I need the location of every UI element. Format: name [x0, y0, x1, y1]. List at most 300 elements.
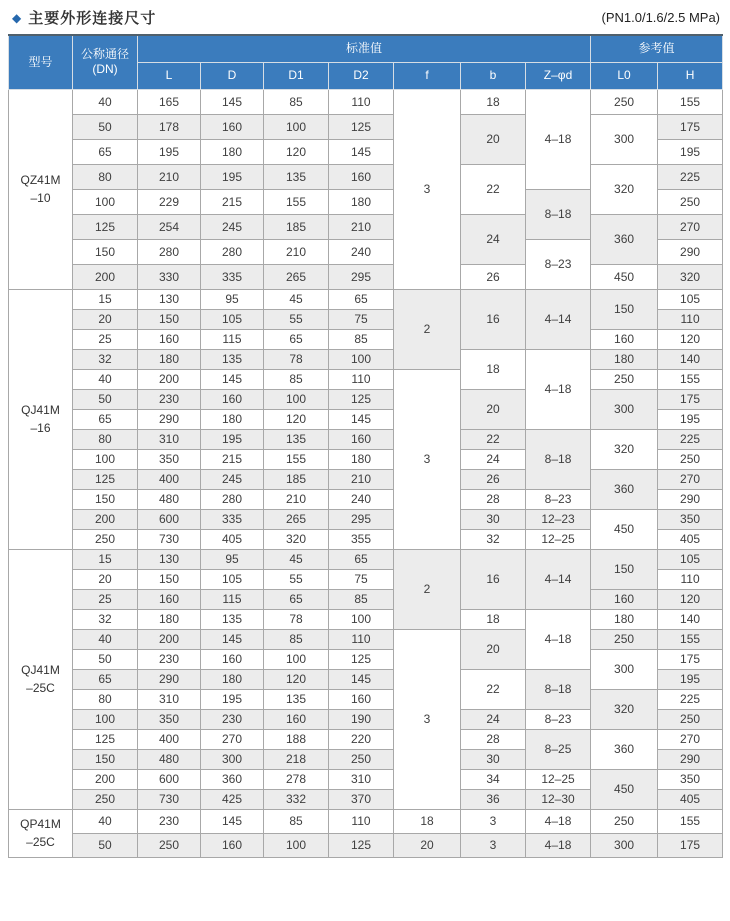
cell-dn: 25: [73, 589, 138, 609]
cell-d: 360: [201, 769, 264, 789]
cell-l: 730: [138, 529, 201, 549]
cell-l0: 250: [591, 89, 658, 114]
cell-d2: 190: [329, 709, 394, 729]
cell-dn: 25: [73, 329, 138, 349]
cell-l: 150: [138, 309, 201, 329]
cell-l: 250: [138, 833, 201, 857]
cell-d1: 120: [264, 669, 329, 689]
cell-z: 4–18: [526, 89, 591, 189]
cell-h: 155: [658, 809, 723, 833]
cell-h: 405: [658, 789, 723, 809]
cell-h: 110: [658, 569, 723, 589]
cell-b: 36: [461, 789, 526, 809]
cell-d: 145: [201, 809, 264, 833]
cell-l0: 360: [591, 729, 658, 769]
cell-h: 195: [658, 139, 723, 164]
cell-d2: 160: [329, 689, 394, 709]
cell-l: 350: [138, 449, 201, 469]
cell-d2: 85: [329, 589, 394, 609]
cell-f: 18: [394, 809, 461, 833]
cell-l: 230: [138, 649, 201, 669]
cell-d2: 180: [329, 189, 394, 214]
cell-b: 26: [461, 469, 526, 489]
cell-b: 24: [461, 709, 526, 729]
cell-d: 405: [201, 529, 264, 549]
title-row: [8, 0, 722, 34]
cell-b: 30: [461, 749, 526, 769]
cell-l: 210: [138, 164, 201, 189]
header-col-d1: D1: [264, 62, 329, 89]
cell-d1: 218: [264, 749, 329, 769]
cell-dn: 200: [73, 509, 138, 529]
cell-h: 225: [658, 164, 723, 189]
table-row: [9, 549, 723, 569]
cell-dn: 15: [73, 549, 138, 569]
cell-d1: 45: [264, 549, 329, 569]
cell-d: 105: [201, 309, 264, 329]
cell-d1: 85: [264, 809, 329, 833]
cell-l0: 300: [591, 114, 658, 164]
cell-b: 20: [461, 629, 526, 669]
table-row: [9, 509, 723, 529]
table-row: [9, 349, 723, 369]
header-col-l0: L0: [591, 62, 658, 89]
cell-f: 20: [394, 833, 461, 857]
table-row: [9, 389, 723, 409]
header-col-f: f: [394, 62, 461, 89]
cell-d: 195: [201, 429, 264, 449]
cell-d: 145: [201, 629, 264, 649]
cell-d2: 370: [329, 789, 394, 809]
header-col-d: D: [201, 62, 264, 89]
cell-d2: 110: [329, 629, 394, 649]
cell-l0: 300: [591, 833, 658, 857]
header-col-d2: D2: [329, 62, 394, 89]
cell-b: 22: [461, 164, 526, 214]
cell-l: 254: [138, 214, 201, 239]
model-label-line2: –10: [30, 191, 51, 205]
table-body: [9, 89, 723, 857]
model-cell: [9, 549, 73, 809]
cell-dn: 65: [73, 669, 138, 689]
table-row: [9, 589, 723, 609]
cell-d1: 210: [264, 239, 329, 264]
cell-l: 230: [138, 389, 201, 409]
cell-l0: 450: [591, 509, 658, 549]
cell-d1: 135: [264, 689, 329, 709]
cell-dn: 150: [73, 239, 138, 264]
cell-b: 20: [461, 389, 526, 429]
cell-b: 32: [461, 529, 526, 549]
cell-d2: 125: [329, 389, 394, 409]
cell-b: 3: [461, 833, 526, 857]
cell-h: 270: [658, 729, 723, 749]
cell-d: 195: [201, 164, 264, 189]
cell-dn: 100: [73, 709, 138, 729]
cell-d: 280: [201, 489, 264, 509]
cell-b: 18: [461, 349, 526, 389]
cell-d2: 240: [329, 239, 394, 264]
cell-dn: 50: [73, 389, 138, 409]
cell-l0: 250: [591, 809, 658, 833]
cell-dn: 80: [73, 164, 138, 189]
table-row: [9, 809, 723, 833]
cell-d2: 160: [329, 429, 394, 449]
cell-dn: 150: [73, 749, 138, 769]
cell-l: 310: [138, 429, 201, 449]
cell-d: 245: [201, 469, 264, 489]
cell-d2: 295: [329, 509, 394, 529]
cell-d2: 125: [329, 114, 394, 139]
cell-d: 425: [201, 789, 264, 809]
cell-d: 180: [201, 409, 264, 429]
header-dn: [73, 35, 138, 89]
table-row: [9, 689, 723, 709]
cell-h: 290: [658, 749, 723, 769]
cell-d1: 55: [264, 569, 329, 589]
cell-d2: 145: [329, 409, 394, 429]
cell-d2: 85: [329, 329, 394, 349]
cell-d2: 110: [329, 809, 394, 833]
cell-h: 225: [658, 689, 723, 709]
cell-d: 115: [201, 589, 264, 609]
cell-f: 2: [394, 289, 461, 369]
cell-h: 195: [658, 669, 723, 689]
cell-dn: 40: [73, 369, 138, 389]
cell-d2: 65: [329, 549, 394, 569]
cell-d: 160: [201, 649, 264, 669]
pressure-rating-note: (PN1.0/1.6/2.5 MPa): [601, 10, 720, 25]
cell-h: 175: [658, 833, 723, 857]
cell-d: 335: [201, 264, 264, 289]
cell-d2: 295: [329, 264, 394, 289]
model-label-line1: QP41M: [20, 817, 61, 831]
cell-d2: 65: [329, 289, 394, 309]
cell-dn: 150: [73, 489, 138, 509]
cell-d: 145: [201, 369, 264, 389]
cell-l0: 180: [591, 349, 658, 369]
cell-d: 160: [201, 833, 264, 857]
header-col-zd: Z–φd: [526, 62, 591, 89]
model-cell: [9, 809, 73, 857]
cell-d1: 65: [264, 329, 329, 349]
cell-l: 180: [138, 349, 201, 369]
cell-z: 12–25: [526, 769, 591, 789]
cell-d2: 210: [329, 469, 394, 489]
cell-h: 120: [658, 589, 723, 609]
model-label-line2: –25C: [26, 681, 55, 695]
cell-d1: 332: [264, 789, 329, 809]
cell-dn: 125: [73, 729, 138, 749]
cell-h: 175: [658, 114, 723, 139]
table-row: [9, 469, 723, 489]
cell-l: 280: [138, 239, 201, 264]
header-model: 型号: [9, 35, 73, 89]
cell-b: 28: [461, 729, 526, 749]
cell-l: 400: [138, 729, 201, 749]
cell-l: 400: [138, 469, 201, 489]
cell-l0: 150: [591, 289, 658, 329]
cell-b: 20: [461, 114, 526, 164]
cell-l: 290: [138, 409, 201, 429]
cell-b: 28: [461, 489, 526, 509]
cell-dn: 200: [73, 264, 138, 289]
cell-b: 26: [461, 264, 526, 289]
cell-d: 270: [201, 729, 264, 749]
cell-b: 34: [461, 769, 526, 789]
cell-d1: 320: [264, 529, 329, 549]
cell-d1: 65: [264, 589, 329, 609]
diamond-bullet-icon: ◆: [12, 10, 22, 25]
cell-dn: 40: [73, 629, 138, 649]
cell-h: 155: [658, 89, 723, 114]
cell-l0: 360: [591, 214, 658, 264]
cell-l: 200: [138, 369, 201, 389]
cell-f: 3: [394, 369, 461, 549]
cell-d1: 135: [264, 164, 329, 189]
header-standard-group: 标准值: [138, 35, 591, 62]
cell-h: 350: [658, 769, 723, 789]
cell-h: 405: [658, 529, 723, 549]
cell-l: 330: [138, 264, 201, 289]
cell-d1: 100: [264, 389, 329, 409]
cell-l0: 250: [591, 369, 658, 389]
header-dn-line1: 公称通径: [80, 47, 129, 62]
cell-h: 155: [658, 369, 723, 389]
model-label-line2: –16: [30, 421, 51, 435]
cell-dn: 80: [73, 689, 138, 709]
cell-d: 135: [201, 609, 264, 629]
cell-z: 8–18: [526, 429, 591, 489]
cell-z: 4–14: [526, 549, 591, 609]
table-row: [9, 289, 723, 309]
cell-d1: 265: [264, 509, 329, 529]
dimensions-table: [8, 34, 723, 858]
cell-dn: 40: [73, 89, 138, 114]
table-header: [9, 35, 723, 89]
cell-d1: 278: [264, 769, 329, 789]
cell-d1: 55: [264, 309, 329, 329]
cell-d: 180: [201, 669, 264, 689]
cell-d: 335: [201, 509, 264, 529]
cell-l: 160: [138, 589, 201, 609]
cell-l: 130: [138, 549, 201, 569]
cell-h: 195: [658, 409, 723, 429]
cell-h: 290: [658, 489, 723, 509]
model-cell: [9, 289, 73, 549]
cell-z: 8–23: [526, 239, 591, 289]
cell-h: 350: [658, 509, 723, 529]
cell-l0: 180: [591, 609, 658, 629]
cell-h: 290: [658, 239, 723, 264]
cell-b: 16: [461, 549, 526, 609]
header-col-h: H: [658, 62, 723, 89]
cell-l: 160: [138, 329, 201, 349]
cell-h: 140: [658, 609, 723, 629]
header-dn-line2: (DN): [92, 62, 118, 77]
model-label-line1: QJ41M: [21, 403, 60, 417]
cell-l0: 320: [591, 429, 658, 469]
cell-dn: 80: [73, 429, 138, 449]
cell-d1: 210: [264, 489, 329, 509]
cell-d2: 180: [329, 449, 394, 469]
model-label-line2: –25C: [26, 835, 55, 849]
cell-d: 245: [201, 214, 264, 239]
cell-l0: 360: [591, 469, 658, 509]
cell-z: 4–18: [526, 609, 591, 669]
cell-l: 165: [138, 89, 201, 114]
cell-d2: 210: [329, 214, 394, 239]
cell-d2: 240: [329, 489, 394, 509]
cell-h: 120: [658, 329, 723, 349]
cell-d2: 145: [329, 669, 394, 689]
cell-h: 270: [658, 469, 723, 489]
cell-d2: 100: [329, 609, 394, 629]
cell-l: 229: [138, 189, 201, 214]
cell-d: 195: [201, 689, 264, 709]
cell-l: 195: [138, 139, 201, 164]
table-row: [9, 114, 723, 139]
cell-d1: 120: [264, 409, 329, 429]
cell-d2: 75: [329, 569, 394, 589]
cell-d1: 100: [264, 649, 329, 669]
cell-z: 4–14: [526, 289, 591, 349]
table-row: [9, 649, 723, 669]
cell-h: 110: [658, 309, 723, 329]
cell-z: 12–25: [526, 529, 591, 549]
cell-d: 160: [201, 389, 264, 409]
cell-dn: 200: [73, 769, 138, 789]
cell-d2: 145: [329, 139, 394, 164]
cell-b: 18: [461, 89, 526, 114]
cell-d1: 188: [264, 729, 329, 749]
cell-dn: 125: [73, 214, 138, 239]
cell-h: 175: [658, 649, 723, 669]
cell-z: 12–23: [526, 509, 591, 529]
cell-d: 105: [201, 569, 264, 589]
header-reference-group: 参考值: [591, 35, 723, 62]
cell-l: 350: [138, 709, 201, 729]
cell-d: 95: [201, 289, 264, 309]
cell-h: 105: [658, 549, 723, 569]
cell-l: 130: [138, 289, 201, 309]
cell-h: 225: [658, 429, 723, 449]
table-row: [9, 214, 723, 239]
cell-dn: 50: [73, 833, 138, 857]
cell-d1: 135: [264, 429, 329, 449]
cell-d1: 120: [264, 139, 329, 164]
table-row: [9, 729, 723, 749]
cell-f: 2: [394, 549, 461, 629]
cell-z: 8–18: [526, 189, 591, 239]
cell-h: 270: [658, 214, 723, 239]
cell-d1: 85: [264, 629, 329, 649]
cell-l0: 320: [591, 164, 658, 214]
cell-d2: 250: [329, 749, 394, 769]
cell-dn: 250: [73, 789, 138, 809]
cell-l: 180: [138, 609, 201, 629]
table-row: [9, 769, 723, 789]
cell-h: 140: [658, 349, 723, 369]
table-row: [9, 369, 723, 389]
cell-d: 160: [201, 114, 264, 139]
cell-d2: 160: [329, 164, 394, 189]
cell-d: 135: [201, 349, 264, 369]
cell-dn: 40: [73, 809, 138, 833]
cell-h: 320: [658, 264, 723, 289]
cell-z: 8–25: [526, 729, 591, 769]
model-cell: [9, 89, 73, 289]
table-row: [9, 89, 723, 114]
cell-b: 18: [461, 609, 526, 629]
cell-h: 105: [658, 289, 723, 309]
cell-d1: 155: [264, 189, 329, 214]
cell-h: 155: [658, 629, 723, 649]
cell-l: 230: [138, 809, 201, 833]
cell-dn: 32: [73, 349, 138, 369]
cell-d2: 355: [329, 529, 394, 549]
cell-d2: 220: [329, 729, 394, 749]
cell-d: 230: [201, 709, 264, 729]
cell-d2: 125: [329, 649, 394, 669]
cell-d2: 75: [329, 309, 394, 329]
cell-l: 600: [138, 509, 201, 529]
cell-l: 480: [138, 489, 201, 509]
cell-d2: 310: [329, 769, 394, 789]
cell-dn: 50: [73, 114, 138, 139]
cell-d2: 125: [329, 833, 394, 857]
cell-z: 4–18: [526, 349, 591, 429]
cell-d: 215: [201, 189, 264, 214]
cell-d: 215: [201, 449, 264, 469]
cell-d: 300: [201, 749, 264, 769]
cell-dn: 250: [73, 529, 138, 549]
cell-d1: 78: [264, 609, 329, 629]
title-left: [10, 7, 156, 28]
header-col-b: b: [461, 62, 526, 89]
cell-dn: 50: [73, 649, 138, 669]
cell-d1: 100: [264, 833, 329, 857]
cell-b: 30: [461, 509, 526, 529]
cell-l0: 450: [591, 769, 658, 809]
cell-d1: 100: [264, 114, 329, 139]
cell-dn: 100: [73, 449, 138, 469]
cell-z: 4–18: [526, 809, 591, 833]
cell-l: 150: [138, 569, 201, 589]
cell-l0: 160: [591, 329, 658, 349]
cell-z: 8–18: [526, 669, 591, 709]
cell-h: 250: [658, 709, 723, 729]
cell-dn: 65: [73, 139, 138, 164]
cell-l: 600: [138, 769, 201, 789]
cell-d1: 85: [264, 89, 329, 114]
table-row: [9, 329, 723, 349]
cell-d: 95: [201, 549, 264, 569]
cell-d2: 110: [329, 369, 394, 389]
cell-l: 480: [138, 749, 201, 769]
cell-b: 24: [461, 449, 526, 469]
cell-l: 290: [138, 669, 201, 689]
cell-dn: 20: [73, 309, 138, 329]
cell-b: 16: [461, 289, 526, 349]
cell-l0: 320: [591, 689, 658, 729]
cell-d2: 100: [329, 349, 394, 369]
table-row: [9, 429, 723, 449]
cell-f: 3: [394, 89, 461, 289]
cell-l0: 250: [591, 629, 658, 649]
table-row: [9, 164, 723, 189]
table-row: [9, 833, 723, 857]
